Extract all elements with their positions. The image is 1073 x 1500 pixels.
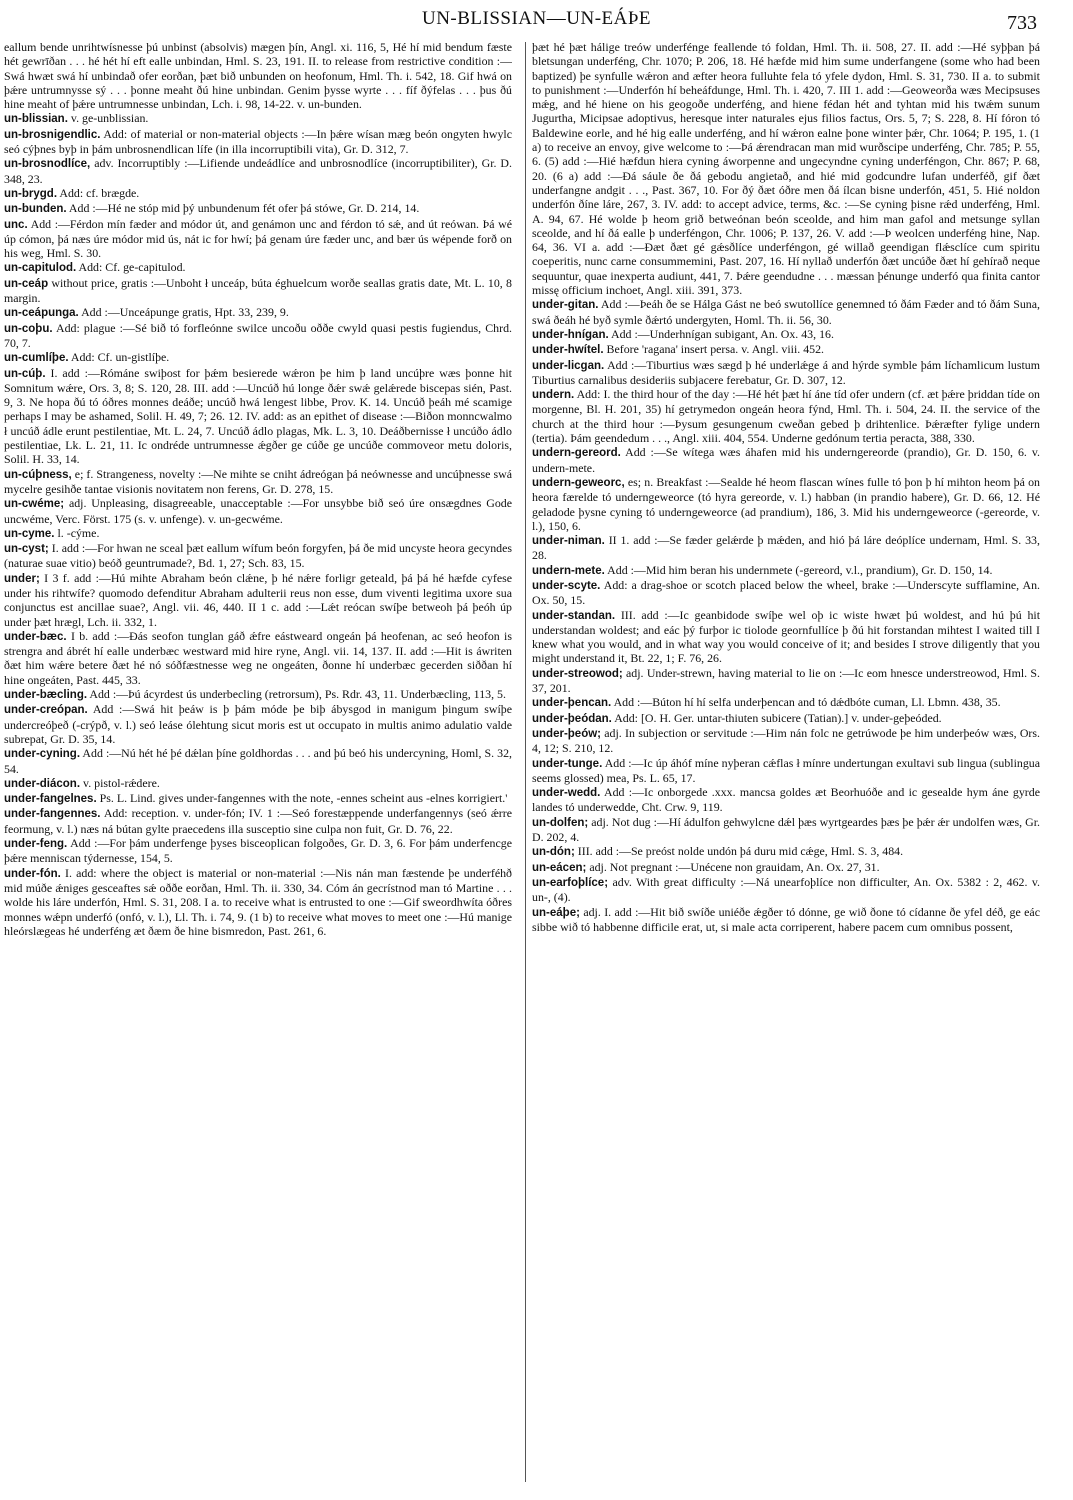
entry-text: Add: Cf. un-gistlíþe. (70, 350, 170, 365)
entry-headword: un-brosnodlíce, (4, 158, 91, 171)
entry-headword: undern-gereord. (532, 447, 621, 460)
entry-headword: under-scyte. (532, 579, 601, 592)
entry-headword: under-hwítel. (532, 344, 604, 357)
dictionary-entry (4, 186, 512, 201)
entry-headword: un-ceápunga. (4, 307, 79, 320)
dictionary-entry (4, 571, 512, 629)
entry-headword: under; (4, 572, 40, 585)
entry-headword: under-niman. (532, 535, 605, 548)
dictionary-entry (532, 905, 1040, 935)
entry-text: þæt hé þæt hálige treów underfénge feallende tó foldan, Hml. Th. ii. 508, 27. II. add :—Hé syþþan þá bletsungan underféng, Chr. 1070; P. 206, 18. Hé hæfde mid him sume underfangene (some who had been baptized) þe synfulle wǽron and æfter heora fulluhte fela tó yfele dydon, Hml. S. 31, 730. II a. to submit to punishment :—Underfón hí beheáfdunge, Hml. Th. i. 420, 7. III 1. add :—Geoweorða wæs Mecipsuses mǽg, and hé hiene on his geogoðe underféng, and hiene fédan hét and tyhtan mid his twǽm sunum Jugurtha, Micipsae adoptivus, heresque inter naturales ejus filios factus, Ors. 5, 7; S. 228, 8. Hí fóron tó Baldewine eorle, and hé hig ealle underféng, and hí wǽron ealne þone winter þǽr, Chr. 1064; P. 195, 1. (1 a) to receive an envoy, give welcome to :—Þá ǽrendracan man mid wurðscipe underféng, Chr. 785; P. 55, 6. (5) add :—Hié hæfdun hiera cyning áworpenne and ungecyndne cyning underféngon, Chr. 867; P. 68, 20. (6 a) add :—Ðá sáule ðe ðá gebodu angietað, and hié mid godcundre lufan underféð, gif ðæt underfangne andgit . . ., Past. 367, 10. For ðý ðæt óðre men ðá ílcan bisne underfón, 451, 5. Hié noldon underfón ðíne láre, 267, 3. IV. add: to accept advice, terms, &c. :—Se cyning þisne rǽd underféng, Hml. A. 94, 67. Hé wolde þ heom grið betweónan beón sceolde, and him man gafol and metsunge syllan sceolde, and hí ðá ealle þ underféngon, Chr. 1006; P. 137, 26. V. add :—Þ weolcen underféng hine, Nap. 64, 36. VI a. add :—Ðæt ðæt gé gǽsðlíce underféngon, gé willað geendigan flǽsclíce cum spiritu coeperitis, nunc carne consummemini, Past. 207, 16. Hí nyllað underfón ðæt uncúðe ðæt hí gehírað neque sequuntur, quae inexperta audiunt, 441, 7. Þǽre geendudne . . . mæssan þénunge underfó qua finita cantor missę officium inchoet, Angl. xiii. 391, 373. (532, 40, 1040, 298)
dictionary-entry (532, 297, 1040, 327)
entry-text: adv. With great difficulty :—Ná unearfoþlíce non difficulter, An. Ox. 5382 : 2, 462. v. un-, (4). (532, 874, 1040, 905)
entry-text: II 1. add :—Se fæder gelǽrde þ mǽden, and hió þá láre deóplíce undernam, Hml. S. 33, 28. (532, 533, 1040, 563)
dictionary-entry (4, 496, 512, 526)
dictionary-entry (532, 695, 1040, 710)
entry-text: Add :—Nú hét hé þé dǽlan þíne goldhordas . . . and þú beó his undercyning, Homl, S. 32, 54. (4, 746, 512, 776)
entry-text: Add :—Unceápunge gratis, Hpt. 33, 239, 9. (81, 305, 289, 320)
entry-headword: under-gitan. (532, 299, 599, 312)
entry-text: Add :—Underhnígan subigant, An. Ox. 43, 16. (611, 326, 834, 341)
running-title: UN-BLISSIAN—UN-EÁÞE (421, 8, 652, 29)
entry-text: adj. In subjection or servitude :—Him nán folc ne getrúwode þe him underþeów wæs, Ors. 4, 12; S. 210, 12. (532, 725, 1040, 756)
entry-headword: un-dolfen; (532, 816, 589, 829)
right-column (532, 40, 1040, 1490)
dictionary-entry (532, 327, 1040, 342)
entry-headword: un-cúþ. (4, 367, 46, 380)
page-number: 733 (1007, 12, 1037, 34)
dictionary-entry (4, 201, 512, 216)
entry-headword: un-cúþness, (4, 468, 72, 481)
entry-text: Add :—Ic úp áhóf míne nyþeran cǽflas ł mínre undertungan exultavi sub lingua (sublingua seems glossed) mea, Ps. L. 65, 17. (532, 755, 1040, 785)
dictionary-entry (4, 350, 512, 365)
entry-text: eallum bende unrihtwísnesse þú unbinst (absolvis) mægen þín, Angl. xi. 116, 5, Hé hí mid bendum fæste hét gewrīðan . . . hé hét hí eft ealle unbindan, Hml. S. 23, 191. II. to release from restrictive condition :—Swá hwæt swá hí unbindað ofer eorðan, þæt bið unbunden on heofonum, Hml. Th. i. 542, 18. Gif hwá on þǽre untrumnysse sý . . . þonne meaht ðú hine unbindan. Genim þysse wyrte . . . fíf ðýfelas . . . þus ðú hine meaht of þǽre untrumnesse unbindan, Lch. i. 98, 14-22. v. un-bunden. (4, 40, 512, 112)
entry-text: adj. Not dug :—Hí ádulfon gehwylcne dǽl þæs wyrtgeardes þæs þe þǽr ǽr undolfen wæs, Gr. D. 202, 4. (532, 814, 1040, 845)
column-divider (525, 42, 526, 1482)
dictionary-entry (4, 702, 512, 746)
dictionary-entry (532, 756, 1040, 786)
entry-text: es; n. Breakfast :—Sealde hé heom flascan wínes fulle tó þon þ hí mihton heom þá on heora færelde tó underngeweorce (tó hyra gereorde, v. l.) habban (in prandio habere), Gr. D. 66, 12. Hé geladode þysne cyning tó underngeweorce (ad prandium), 186, 3. Mid his underngeweorce (-gereorde, v. l.), 150, 6. (532, 474, 1040, 533)
entry-headword: un-bunden. (4, 203, 67, 216)
entry-text: adj. Unpleasing, disagreeable, unacceptable :—For unsybbe bið seó úre onsægdnes Gode uncwéme, Verc. Först. 175 (s. v. unfenge). v. un-gecwéme. (4, 496, 512, 526)
entry-text: Ps. L. Lind. gives under-fangennes with the note, -ennes scheint aus -elnes korrigiert.' (99, 791, 508, 806)
entry-text: adv. Incorruptibly :—Lifiende undeádlíce and unbrosnodlíce (incorruptibiliter), Gr. D. 348, 23. (4, 156, 512, 186)
entry-headword: un-cyst; (4, 543, 49, 556)
entry-text: Add :—Þeáh ðe se Hálga Gást ne beó swutollíce genemned tó ðám Fæder and tó ðám Suna, swá ðeáh hé byð symle ðǽrtó undergyten, Homl. Th. ii. 56, 30. (532, 297, 1040, 327)
dictionary-entry (4, 467, 512, 497)
entry-headword: under-tunge. (532, 757, 603, 770)
entry-text: Add: I. the third hour of the day :—Hé hét þæt hí áne tíd ofer undern (cf. æt þǽre þriddan tíde on morgenne, Bl. H. 201, 35) hí getrymedon ongeán heora fýnd, Hml. Th. i. 504, 24. II. the service of the church at the third hour :—Þysum gesungenum cweðan gebed þ drihtenlice. Þǽræfter fylige undern (tertia). Þám geendedum . . ., Angl. xiii. 404, 554. Underne gedónum tertia peracta, 388, 330. (532, 387, 1040, 446)
dictionary-entry (4, 366, 512, 467)
dictionary-entry (532, 844, 1040, 859)
entry-headword: un-brosnigendlic. (4, 128, 101, 141)
entry-headword: under-þencan. (532, 697, 612, 710)
dictionary-entry (532, 726, 1040, 756)
entry-headword: under-hnígan. (532, 328, 609, 341)
dictionary-entry (4, 156, 512, 186)
entry-headword: under-standan. (532, 609, 616, 622)
entry-headword: un-ceáp (4, 277, 49, 290)
dictionary-entry (532, 875, 1040, 905)
entry-headword: under-bæc. (4, 630, 67, 643)
entry-headword: under-þeów; (532, 727, 601, 740)
entry-headword: under-creópan. (4, 704, 88, 717)
dictionary-entry (532, 563, 1040, 578)
entry-headword: undern-mete. (532, 564, 605, 577)
dictionary-entry (4, 687, 512, 702)
dictionary-entry (4, 836, 512, 866)
dictionary-entry (532, 533, 1040, 563)
entry-text: v. pistol-rǽdere. (83, 775, 160, 790)
entry-headword: under-cyning. (4, 748, 81, 761)
entry-text: Add :—Swá hit þeáw is þ þám móde þe biþ ábysgod in manigum þingum swíþe undercreóþeð (-crýpð, v. l.) seó leáse ólehtung sicut moris est ut occupato in multis animo adulatio valde subrepat, Gr. D. 35, 14. (4, 702, 512, 746)
dictionary-entry (4, 40, 512, 111)
entry-text: I. add: where the object is material or non-material :—Nis nán man fæstende þe underféhð mid múðe ǽniges gesceaftes sǽ oððe eorðan, Hml. Th. ii. 330, 34. Cóm án gecrístnod man tó Martine . . . wolde his láre underfón, Hml. S. 31, 208. I a. to receive what is entrusted to one :—Gif sweordhwíta óðres monnes wǽpn underfó (onfó, v. l.), Ll. Th. i. 74, 9. (1 b) to receive what moves to meet one :—Hú manige hleórslægeas hé underféng æt ðæm ðe hine bismredon, Past. 261, 6. (4, 865, 512, 938)
entry-text: v. ge-unblissian. (70, 111, 149, 126)
dictionary-entry (532, 666, 1040, 696)
entry-text: I. add :—For hwan ne sceal þæt eallum wífum beón forgyfen, þá ðe mid uncyste heora gecyndes (naturae suae vitio) beóð geuntrumade?, Bd. 1, 27; Sch. 83, 15. (4, 541, 512, 571)
entry-text: Add :—Hé ne stóp mid þý unbundenum fét ofer þá stówe, Gr. D. 214, 14. (68, 201, 420, 216)
entry-text: Before 'ragana' insert persa. v. Angl. viii. 452. (606, 342, 825, 357)
dictionary-entry (532, 815, 1040, 845)
entry-headword: under-licgan. (532, 359, 605, 372)
dictionary-entry (532, 445, 1040, 475)
entry-text: Add: plague :—Sé bið tó forfleónne swilce uncoðu oððe cwyld quasi pestis fugiendus, Chrd. 70, 7. (4, 320, 512, 350)
entry-text: adj. Not pregnant :—Unécene non grauidam, An. Ox. 27, 31. (589, 859, 880, 874)
dictionary-entry (4, 629, 512, 687)
dictionary-entry (532, 578, 1040, 608)
entry-text: III. add :—Ic geanbidode swíþe wel oþ ic wiste hwæt þú woldest, and hú þú hit understandan woldest; and eác þý furþor ic tiolode geornfullíce þ ðú hit forstandan mihtest I waited till I knew what you would, and in what way you would conceive of it; and besides I strove diligently that you might understand it, Bt. 22, 1; F. 76, 26. (532, 607, 1040, 666)
entry-text: Add :—Búton hí hí selfa underþencan and tó dǽdbóte cuman, Ll. Lbmn. 438, 35. (613, 695, 1001, 710)
entry-text: Add: of material or non-material objects :—In þǽre wísan mæg beón ongyten hwylc seó cýþnes byþ in þám unbrosnendlican lífe (in illa incorruptibili vita), Gr. D. 312, 7. (4, 126, 512, 157)
entry-headword: un-blissian. (4, 113, 68, 126)
entry-text: Add: cf. brægde. (59, 185, 140, 200)
dictionary-entry (532, 711, 1040, 726)
entry-headword: un-earfoþlíce; (532, 876, 609, 889)
entry-headword: un-cumlíþe. (4, 352, 69, 365)
dictionary-entry (532, 608, 1040, 666)
dictionary-entry (4, 806, 512, 836)
entry-headword: undern-geweorc, (532, 476, 625, 489)
entry-headword: un-cwéme; (4, 498, 65, 511)
dictionary-entry (4, 776, 512, 791)
dictionary-entry (532, 40, 1040, 297)
entry-text: Add: Cf. ge-capitulod. (78, 260, 186, 275)
dictionary-entry (4, 127, 512, 157)
entry-text: Add :—Se wítega wæs áhafen mid his underngereorde (prandio), Gr. D. 150, 6. v. undern-mete. (532, 445, 1040, 475)
dictionary-entry (532, 387, 1040, 445)
entry-headword: under-fón. (4, 867, 61, 880)
entry-headword: un-dón; (532, 846, 575, 859)
dictionary-entry (4, 217, 512, 261)
entry-text: Add :—Þú ácyrdest ús underbecling (retrorsum), Ps. Rdr. 43, 11. Underbæcling, 113, 5. (89, 687, 506, 702)
dictionary-entry (4, 791, 512, 806)
entry-headword: under-streowod; (532, 667, 623, 680)
entry-headword: under-diácon. (4, 777, 81, 790)
entry-text: Add: [O. H. Ger. untar-thiuten subicere (Tatian).] v. under-geþeóded. (614, 710, 942, 725)
entry-headword: un-capitulod. (4, 262, 77, 275)
dictionary-entry (532, 342, 1040, 357)
dictionary-entry (4, 111, 512, 126)
dictionary-entry (4, 746, 512, 776)
dictionary-entry (532, 860, 1040, 875)
dictionary-entry (4, 526, 512, 541)
dictionary-entry (4, 276, 512, 306)
entry-headword: under-fangelnes. (4, 793, 97, 806)
entry-text: l. -cýme. (57, 525, 100, 540)
entry-text: Add :—Ic onborgede .xxx. mancsa goldes æt Beorhuóðe and ic gesealde hym áne gyrde landes tó underwedde, Cht. Crw. 9, 119. (532, 785, 1040, 815)
entry-text: III. add :—Se preóst nolde undón þá duru mid cǽge, Hml. S. 3, 484. (577, 844, 904, 859)
entry-headword: under-bæcling. (4, 689, 88, 702)
entry-text: I. add :—Rómáne swiþost for þǽm besierede wǽron þe him þ land uncúþre wæs þonne hit Somnitum wǽre, Ors. 3, 8; S. 120, 28. III. add :—Uncúð hú longe ðǽr swǽ gelǽrede biscepas sién, Past. 9, 3. Ne hopa ðú tó óðres monnes deáðe; uncúð hwá lengest libbe, Prov. K. 14. Uncúð þeáh mé scamige perhaps I may be ashamed, Solil. H. 49, 7; 26. 12. IV. add: as an epithet of disease :—Biðon monncwalmo ł uncúð ádle erunt pestilentiae, Mt. L. 24, 7. Uncúð ádlo plagas, Mk. L. 3, 10. Deáðbernisse ł uncúðo ádlo pestilentiae, Lk. L. 21, 11. Ic ondréde untrumnesse ǽgðer ge cúðe ge uncúðe commoveor metu doloris, Solil. H. 33, 14. (4, 365, 512, 467)
entry-headword: un-eácen; (532, 861, 587, 874)
entry-text: Add :—For þám underfenge þyses bisceoplican folgoðes, Gr. D. 3, 6. For þám underfencge þǽre menniscan týdernesse, 154, 5. (4, 836, 512, 866)
dictionary-entry (4, 321, 512, 351)
entry-headword: under-þeódan. (532, 712, 612, 725)
entry-text: Add :—Tiburtius wæs sægd þ hé underlǽge á and hýrde symble þám líchamlicum lustum Tiburtius carnalibus desideriis subjacere ferebatur, Gr. D. 307, 12. (532, 357, 1040, 387)
dictionary-entry (532, 475, 1040, 533)
entry-headword: under-fangennes. (4, 808, 101, 821)
dictionary-entry (4, 260, 512, 275)
entry-headword: undern. (532, 389, 575, 402)
entry-text: I b. add :—Ðás seofon tunglan gáð ǽfre eástweard ongeán þá heofenan, ac seó heofon is strengra and ábrét hí ealle underbæc westward mid hire ryne, Angl. vii. 14, 137. II. add :—Hit is áwriten ðæt him wǽre betere ðæt hé nó sóðfæstnesse weg ne ongeáten, ðonne hí underbæc gecerden siððan hí hine ongeáten, Past. 445, 33. (4, 628, 512, 687)
entry-text: Add: a drag-shoe or scotch placed below the wheel, brake :—Underscyte sufflamine, An. Ox. 50, 15. (532, 577, 1040, 608)
entry-headword: un-coþu. (4, 322, 53, 335)
entry-headword: unc. (4, 218, 28, 231)
entry-text: Add :—Férdon mín fæder and módor út, and genámon unc and férdon tó sǽ, and út reówan. Þá wé úp cómon, þá næs úre módor mid ús, nát ic for hwí; þá genam úre fæder unc, and bær ús wépende forð on his weg, Hml. S. 30. (4, 216, 512, 261)
entry-headword: un-brygd. (4, 187, 58, 200)
entry-text: e; f. Strangeness, novelty :—Ne mihte se cniht ádreógan þá neównesse and uncúþnesse swá mycelre gesihðe tantae visionis novitatem non ferens, Gr. D. 278, 15. (4, 466, 512, 496)
entry-text: I 3 f. add :—Hú mihte Abraham beón clǽne, þ hé nǽre forligr geteald, þá þá hé hæfde cyfese under his rihtwífe? quomodo defenditur Abraham adulterii reus non esse, dum viventi legitima uxore sua conjunctus est ancillae suae?, Angl. vii. 46, 440. II 1 c. add :—Lǽt reócan swíþe betweoh þá þeóh úp under þæt hrægl, Lch. ii. 332, 1. (4, 570, 512, 629)
dictionary-entry (4, 866, 512, 938)
dictionary-entry (532, 358, 1040, 388)
dictionary-entry (4, 541, 512, 571)
entry-headword: under-feng. (4, 838, 68, 851)
entry-headword: un-eáþe; (532, 906, 580, 919)
left-column (4, 40, 512, 1490)
entry-text: adj. Under-strewn, having material to lie on :—Ic eom hnesce understreowod, Hml. S. 37, 201. (532, 665, 1040, 696)
entry-text: Add: reception. v. under-fón; IV. 1 :—Seó forestæppende underfangennys (seó ǽrre feormung, v. l.) næs ná bútan gylte praecedens illa susceptio sine culpa non fuit, Gr. D. 76, 22. (4, 806, 512, 836)
entry-headword: under-wedd. (532, 787, 601, 800)
entry-text: adj. I. add :—Hit bið swíðe uniéðe ǽgðer tó dónne, ge wið ðone tó cídanne ðe yfel déð, ge eác sibbe wið tó habbenne difficile erat, ut, si male acta corriperent, habere pacem cum omnibus possent, (532, 904, 1040, 934)
dictionary-entry (4, 305, 512, 320)
entry-text: Add :—Mid him beran his undernmete (-gereord, v.l., prandium), Gr. D. 150, 14. (607, 562, 993, 577)
entry-text: without price, gratis :—Unboht ł unceáp, búta éghuelcum worðe seallas gratis date, Mt. L. 10, 8 margin. (4, 275, 512, 306)
entry-headword: un-cyme. (4, 527, 55, 540)
dictionary-entry (532, 785, 1040, 815)
page-header (30, 8, 1043, 36)
